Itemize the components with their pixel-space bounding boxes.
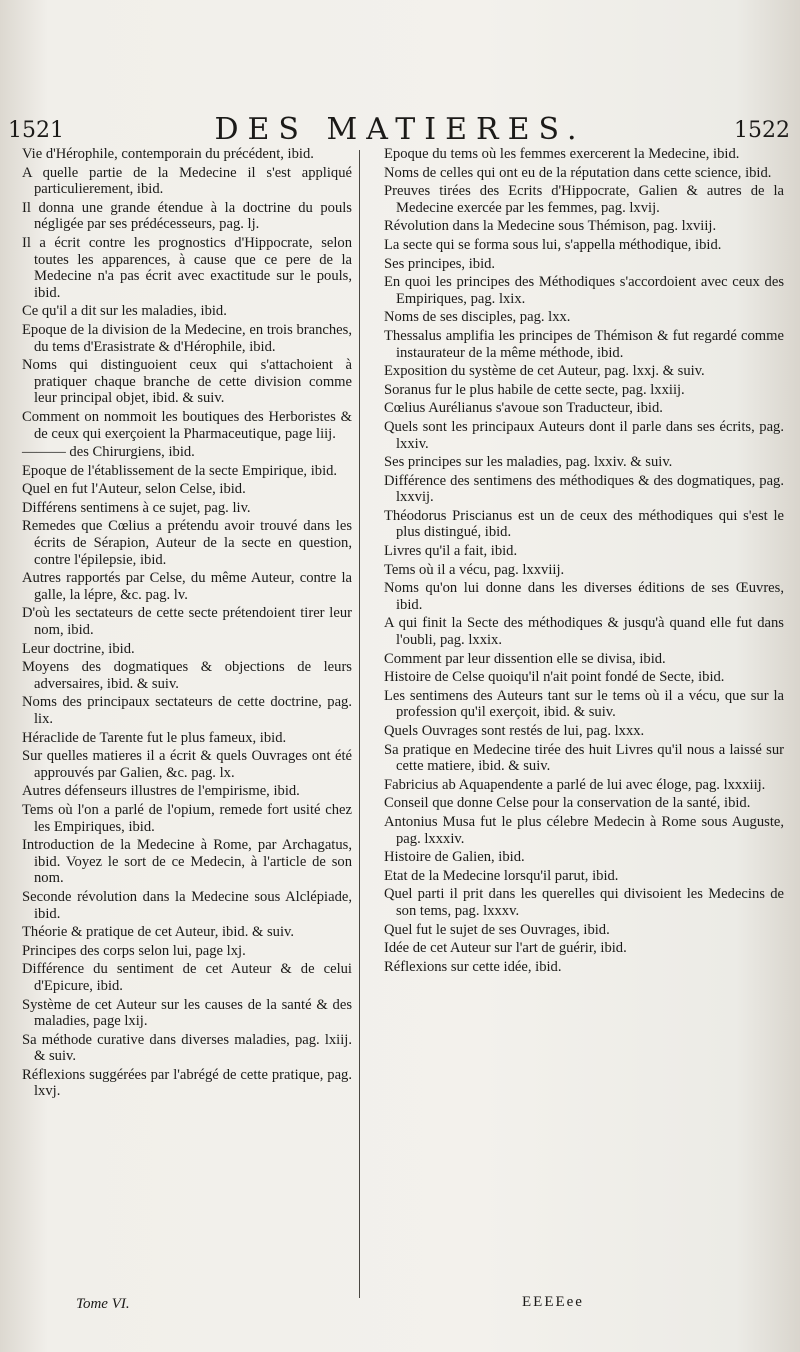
index-entry: Tems où il a vécu, pag. lxxviij. — [384, 561, 565, 578]
index-entry: Quel fut le sujet de ses Ouvrages, ibid. — [384, 921, 610, 938]
index-entry: Réflexions sur cette idée, ibid. — [384, 958, 562, 975]
index-entry: Comment on nommoit les boutiques des Herboristes & de ceux qui exerçoient la Pharmaceutique, page liij. — [22, 408, 352, 442]
index-entry: Moyens des dogmatiques & objections de leurs adversaires, ibid. & suiv. — [22, 659, 352, 692]
index-entry: Sa pratique en Medecine tirée des huit Livres qu'il nous a laissé sur cette matiere, ibid. & suiv. — [384, 741, 784, 775]
index-entry: Leur doctrine, ibid. — [22, 640, 135, 657]
index-entry: Quel en fut l'Auteur, selon Celse, ibid. — [22, 481, 246, 498]
index-entry: Autres défenseurs illustres de l'empirisme, ibid. — [22, 783, 300, 800]
index-entry: Antonius Musa fut le plus célebre Medecin à Rome sous Auguste, pag. lxxxiv. — [384, 813, 784, 847]
index-entry: Différens sentimens à ce sujet, pag. liv. — [22, 499, 251, 516]
index-entry: Remedes que Cœlius a prétendu avoir trouvé dans les écrits de Sérapion, Auteur de la secte en question, contre l'épilepsie, ibid. — [22, 518, 352, 568]
index-entry: Système de cet Auteur sur les causes de la santé & des maladies, page lxij. — [22, 996, 352, 1030]
index-entry: Histoire de Galien, ibid. — [384, 849, 525, 866]
index-entry: Fabricius ab Aquapendente a parlé de lui avec éloge, pag. lxxxiij. — [384, 776, 766, 793]
index-entry: Révolution dans la Medecine sous Thémison, pag. lxviij. — [384, 218, 717, 235]
index-entry: Principes des corps selon lui, page lxj. — [22, 942, 246, 959]
index-entry: Ses principes sur les maladies, pag. lxxiv. & suiv. — [384, 454, 673, 471]
index-entry: A quelle partie de la Medecine il s'est appliqué particulierement, ibid. — [22, 164, 352, 198]
index-entry: Histoire de Celse quoiqu'il n'ait point fondé de Secte, ibid. — [384, 669, 725, 686]
page-number-left: 1521 — [8, 118, 64, 143]
index-entry: Seconde révolution dans la Medecine sous Alclépiade, ibid. — [22, 888, 352, 922]
index-entry: Quels sont les principaux Auteurs dont il parle dans ses écrits, pag. lxxiv. — [384, 418, 784, 452]
index-entry: Vie d'Hérophile, contemporain du précédent, ibid. — [22, 146, 314, 162]
index-entry: Conseil que donne Celse pour la conservation de la santé, ibid. — [384, 795, 751, 812]
index-entry: Réflexions suggérées par l'abrégé de cette pratique, pag. lxvj. — [22, 1066, 352, 1100]
index-entry: Thessalus amplifia les principes de Thémison & fut regardé comme instaurateur de la même méthode, ibid. — [384, 327, 784, 361]
signature-mark: EEEEee — [522, 1294, 584, 1310]
index-entry: Noms qu'on lui donne dans les diverses éditions de ses Œuvres, ibid. — [384, 580, 784, 613]
index-entry: Noms de ses disciples, pag. lxx. — [384, 309, 571, 326]
index-entry: Quels Ouvrages sont restés de lui, pag. lxxx. — [384, 723, 645, 739]
index-entry: Soranus fur le plus habile de cette secte, pag. lxxiij. — [384, 381, 685, 398]
index-entry: Théodorus Priscianus est un de ceux des méthodiques qui s'est le plus distingué, ibid. — [384, 507, 784, 541]
index-entry: Comment par leur dissention elle se divisa, ibid. — [384, 650, 666, 667]
index-entry: Introduction de la Medecine à Rome, par Archagatus, ibid. Voyez le sort de ce Medecin, à l'article de son nom. — [22, 837, 352, 887]
index-entry: D'où les sectateurs de cette secte prétendoient tirer leur nom, ibid. — [22, 605, 352, 639]
index-entry: Noms de celles qui ont eu de la réputation dans cette science, ibid. — [384, 164, 772, 181]
index-entry: Quel parti il prit dans les querelles qui divisoient les Medecins de son tems, pag. lxxxv. — [384, 886, 784, 919]
index-entry: Théorie & pratique de cet Auteur, ibid. & suiv. — [22, 924, 295, 941]
index-entry: Cœlius Aurélianus s'avoue son Traducteur, ibid. — [384, 400, 663, 417]
index-entry: A qui finit la Secte des méthodiques & jusqu'à quand elle fut dans l'oubli, pag. lxxix. — [384, 615, 784, 649]
index-entry: Différence du sentiment de cet Auteur & de celui d'Epicure, ibid. — [22, 961, 352, 994]
page-header — [6, 112, 794, 148]
index-entry: Noms des principaux sectateurs de cette doctrine, pag. lix. — [22, 694, 352, 727]
index-entry: En quoi les principes des Méthodiques s'accordoient avec ceux des Empiriques, pag. lxix. — [384, 274, 784, 307]
index-entry: Exposition du système de cet Auteur, pag. lxxj. & suiv. — [384, 363, 705, 380]
index-entry: Héraclide de Tarente fut le plus fameux, ibid. — [22, 729, 287, 746]
index-entry: Tems où l'on a parlé de l'opium, remede fort usité chez les Empiriques, ibid. — [22, 801, 352, 835]
index-entry: ——— des Chirurgiens, ibid. — [22, 444, 195, 461]
index-entry: Epoque de l'établissement de la secte Empirique, ibid. — [22, 462, 338, 479]
index-entry: Autres rapportés par Celse, du même Auteur, contre la galle, la lépre, &c. pag. lv. — [22, 570, 352, 603]
index-entry: Etat de la Medecine lorsqu'il parut, ibid. — [384, 867, 619, 884]
index-entry: Preuves tirées des Ecrits d'Hippocrate, Galien & autres de la Medecine exercée par les femmes, pag. lxvij. — [384, 183, 784, 216]
index-entry: Livres qu'il a fait, ibid. — [384, 543, 518, 560]
index-entry: Il a écrit contre les prognostics d'Hippocrate, selon toutes les apparences, à cause que ce pere de la Medecine n'a pas écrit avec exactitude sur le pouls, ibid. — [22, 234, 352, 301]
index-entry: Epoque du tems où les femmes exercerent la Medecine, ibid. — [384, 146, 740, 162]
index-entry: Différence des sentimens des méthodiques & des dogmatiques, pag. lxxvij. — [384, 472, 784, 506]
index-entry: Idée de cet Auteur sur l'art de guérir, ibid. — [384, 940, 627, 957]
column-divider — [359, 150, 360, 1298]
index-entry: Noms qui distinguoient ceux qui s'attachoient à pratiquer chaque branche de cette division comme leur principal objet, ibid. & suiv. — [22, 357, 352, 407]
index-entry: Ses principes, ibid. — [384, 255, 496, 272]
index-entry: Les sentimens des Auteurs tant sur le tems où il a vécu, que sur la profession qu'il exerçoit, ibid. & suiv. — [384, 687, 784, 721]
index-entry: Sur quelles matieres il a écrit & quels Ouvrages ont été approuvés par Galien, &c. pag. lx. — [22, 748, 352, 781]
index-entry: Il donna une grande étendue à la doctrine du pouls négligée par ses prédécesseurs, pag. lj. — [22, 199, 352, 233]
index-entry: Sa méthode curative dans diverses maladies, pag. lxiij. & suiv. — [22, 1031, 352, 1065]
index-entry: Epoque de la division de la Medecine, en trois branches, du tems d'Erasistrate & d'Hérophile, ibid. — [22, 321, 352, 355]
index-entry: Ce qu'il a dit sur les maladies, ibid. — [22, 303, 227, 320]
volume-label: Tome VI. — [76, 1296, 130, 1312]
index-column-right — [384, 146, 784, 977]
running-title: DES MATIERES. — [214, 112, 586, 147]
page-number-right: 1522 — [734, 118, 790, 143]
index-column-left — [22, 146, 352, 1102]
index-entry: La secte qui se forma sous lui, s'appella méthodique, ibid. — [384, 236, 722, 253]
